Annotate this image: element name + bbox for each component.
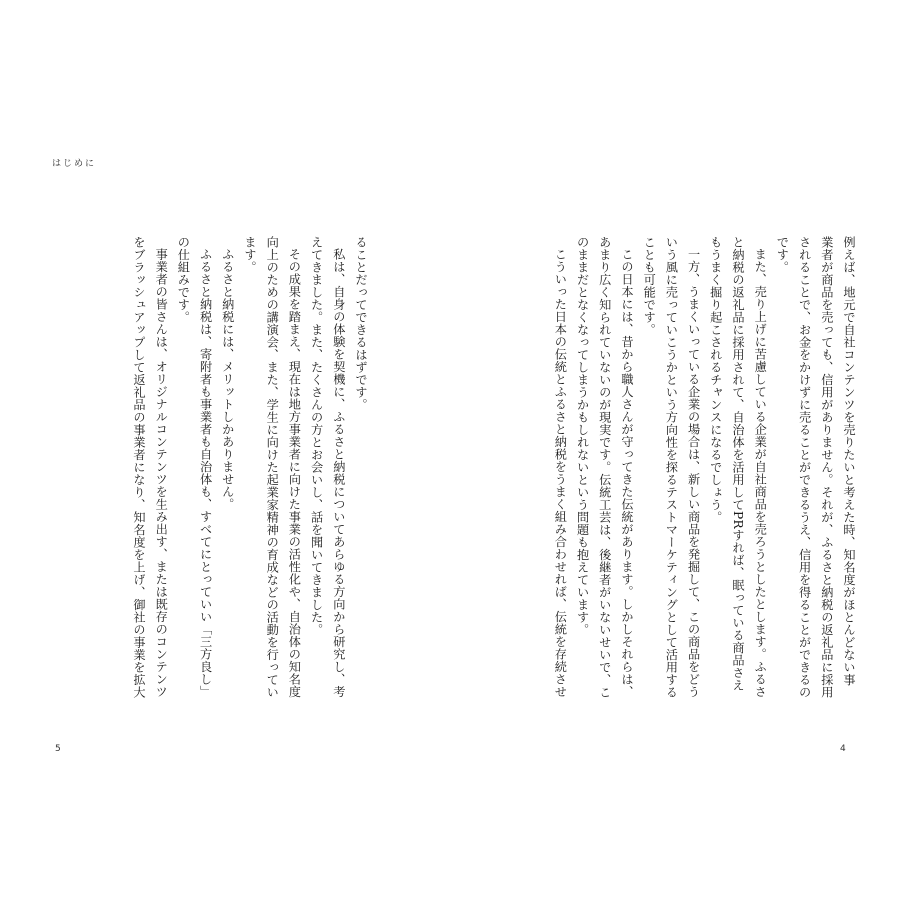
left-page-body (60, 236, 372, 698)
text-line: です。 (775, 236, 790, 274)
text-line: ことも可能です。 (642, 236, 657, 336)
text-line: その成果を踏まえ、現在は地方事業者に向けた事業の活性化や、自治体の知名度 (287, 248, 302, 698)
right-page-body (530, 236, 860, 698)
text-line: あまり広く知られていないのが現実です。伝統工芸は、後継者がいないせいで、こ (597, 236, 612, 698)
text-line: 向上のための講演会、また、学生に向けた起業家精神の育成などの活動を行ってい (265, 236, 280, 698)
page-number-left: 5 (55, 744, 61, 754)
page-number-right: 4 (840, 744, 846, 754)
text-line: 私は、自身の体験を契機に、ふるさと納税についてあらゆる方向から研究し、考 (331, 248, 346, 698)
text-line: もうまく掘り起こされるチャンスになるでしょう。 (708, 236, 723, 524)
text-line: ます。 (242, 236, 257, 274)
text-line: えてきました。また、たくさんの方とお会いし、話を聞いてきました。 (309, 236, 324, 636)
text-line: いう風に売っていこうかという方向性を探るテストマーケティングとして活用する (664, 236, 679, 698)
text-line: 事業者の皆さんは、オリジナルコンテンツを生み出す、または既存のコンテンツ (154, 248, 169, 698)
text-line: こういった日本の伝統とふるさと納税をうまく組み合わせれば、伝統を存続させ (553, 248, 568, 698)
text-line: 一方、うまくいっている企業の場合は、新しい商品を発掘して、この商品をどう (686, 248, 701, 698)
text-line: 業者が商品を売っても、信用がありません。それが、ふるさと納税の返礼品に採用 (819, 236, 834, 698)
text-line: この日本には、昔から職人さんが守ってきた伝統があります。しかしそれらは、 (619, 248, 634, 698)
text-line: の仕組みです。 (176, 236, 191, 324)
text-line: をブラッシュアップして返礼品の事業者になり、知名度を上げ、御社の事業を拡大 (131, 236, 146, 698)
text-line: と納税の返礼品に採用されて、自治体を活用してPRすれば、眠っている商品さえ (730, 236, 745, 692)
text-line: のままだとなくなってしまうかもしれないという問題も抱えています。 (575, 236, 590, 636)
text-line: ふるさと納税には、メリットしかありません。 (220, 248, 235, 511)
text-line: ふるさと納税は、寄附者も事業者も自治体も、すべてにとっていい「三方良し」 (198, 248, 213, 698)
text-line: また、売り上げに苦慮している企業が自社商品を売ろうとしたとします。ふるさ (753, 248, 768, 698)
running-head: はじめに (52, 159, 97, 169)
text-line: されることで、お金をかけずに売ることができるうえ、信用を得ることができるの (797, 236, 812, 698)
text-line: 例えば、地元で自社コンテンツを売りたいと考えた時、知名度がほとんどない事 (842, 236, 856, 686)
text-line: ることだってできるはずです。 (354, 236, 368, 411)
